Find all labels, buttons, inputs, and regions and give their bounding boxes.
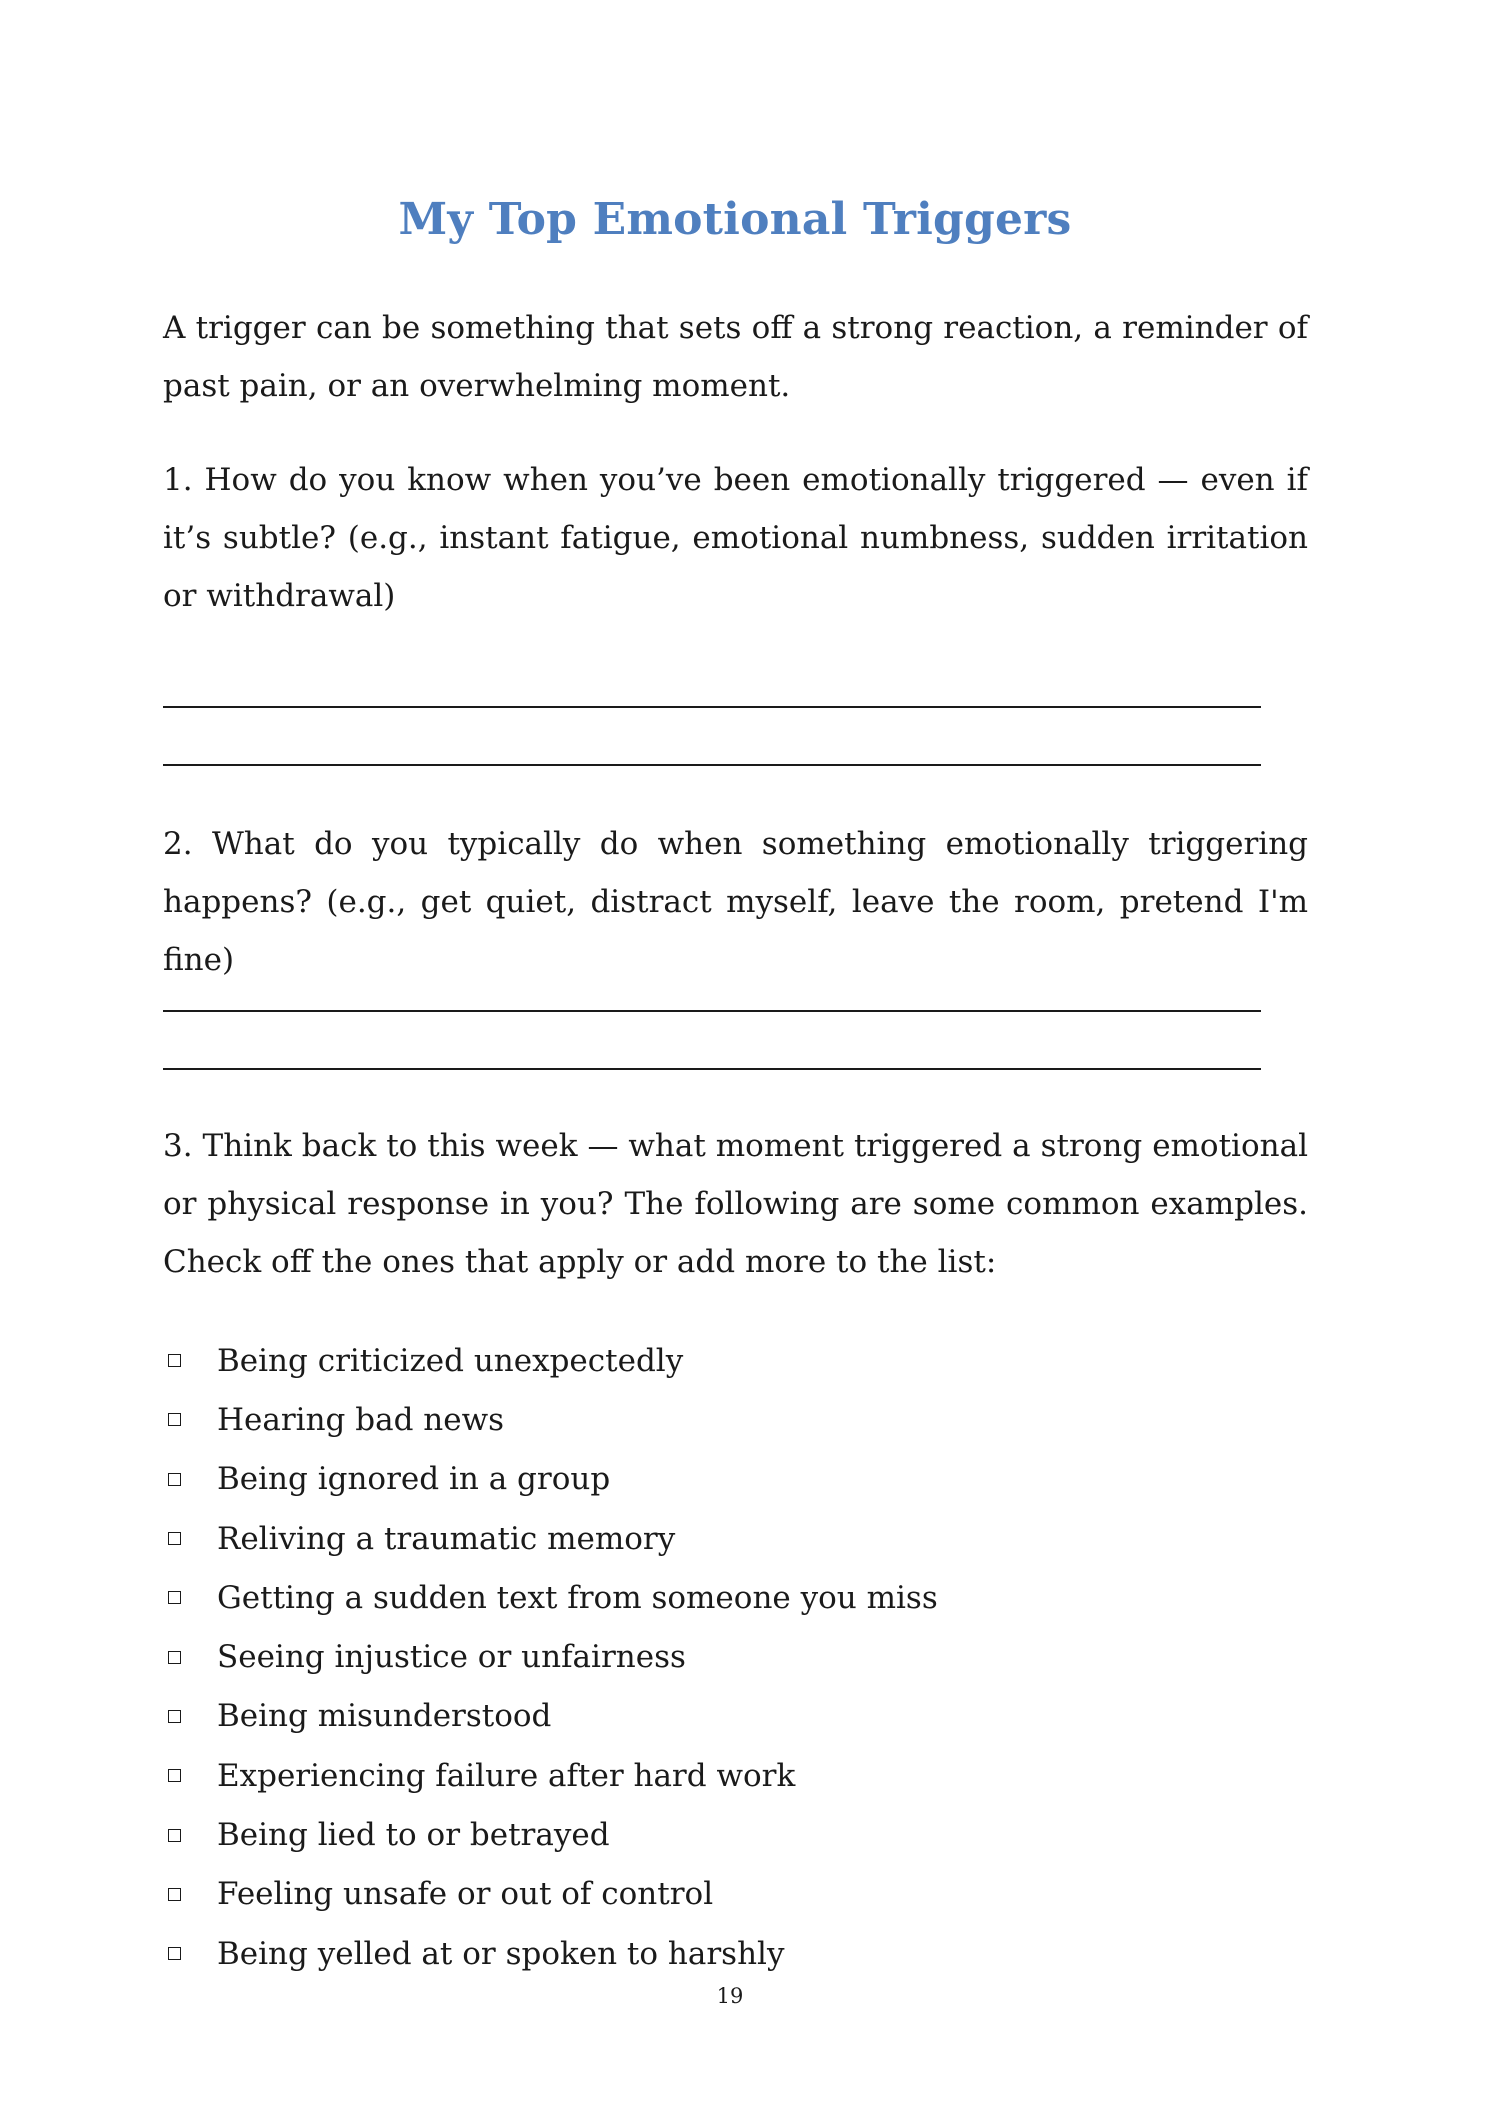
- checklist-item-label: Hearing bad news: [217, 1401, 505, 1438]
- checklist-item[interactable]: [163, 1450, 938, 1509]
- checkbox-icon[interactable]: [168, 1829, 181, 1842]
- answer-line-q1-2[interactable]: [163, 764, 1261, 766]
- checklist-item[interactable]: [163, 1805, 938, 1864]
- answer-line-q2-2[interactable]: [163, 1068, 1261, 1070]
- checklist-item[interactable]: [163, 1627, 938, 1686]
- checklist-item[interactable]: [163, 1924, 938, 1983]
- checkbox-icon[interactable]: [168, 1591, 181, 1604]
- checklist-item-label: Reliving a traumatic memory: [217, 1520, 676, 1557]
- checklist-item-label: Being criticized unexpectedly: [217, 1342, 684, 1379]
- checklist-item[interactable]: [163, 1390, 938, 1449]
- question-2: 2. What do you typically do when something emotionally triggering happens? (e.g., get quiet, distract myself, leave the room, pretend I'm fine): [163, 826, 1308, 978]
- trigger-checklist: [163, 1331, 938, 1983]
- checkbox-icon[interactable]: [168, 1354, 181, 1367]
- checkbox-icon[interactable]: [168, 1473, 181, 1486]
- checkbox-icon[interactable]: [168, 1888, 181, 1901]
- checklist-item[interactable]: [163, 1568, 938, 1627]
- checklist-item-label: Seeing injustice or unfairness: [217, 1639, 686, 1676]
- checkbox-icon[interactable]: [168, 1413, 181, 1426]
- checklist-item-label: Being lied to or betrayed: [217, 1817, 610, 1854]
- checklist-item[interactable]: [163, 1865, 938, 1924]
- checklist-item-label: Being ignored in a group: [217, 1461, 611, 1498]
- checklist-item-label: Experiencing failure after hard work: [217, 1757, 796, 1794]
- question-3: 3. Think back to this week — what moment triggered a strong emotional or physical response in you? The following are some common examples. Check off the ones that apply or add more to the list:: [163, 1128, 1308, 1280]
- checklist-item[interactable]: [163, 1509, 938, 1568]
- checklist-item-label: Being yelled at or spoken to harshly: [217, 1935, 785, 1972]
- checklist-item[interactable]: [163, 1746, 938, 1805]
- checkbox-icon[interactable]: [168, 1947, 181, 1960]
- checklist-item[interactable]: [163, 1687, 938, 1746]
- answer-line-q2-1[interactable]: [163, 1010, 1261, 1012]
- checkbox-icon[interactable]: [168, 1769, 181, 1782]
- checkbox-icon[interactable]: [168, 1651, 181, 1664]
- page-number: 19: [716, 1984, 744, 2008]
- checklist-item[interactable]: [163, 1331, 938, 1390]
- checkbox-icon[interactable]: [168, 1532, 181, 1545]
- intro-paragraph: A trigger can be something that sets off a strong reaction, a reminder of past pain, or an overwhelming moment.: [163, 310, 1308, 404]
- checklist-item-label: Feeling unsafe or out of control: [217, 1876, 714, 1913]
- page-title: My Top Emotional Triggers: [398, 194, 1072, 245]
- question-1: 1. How do you know when you’ve been emotionally triggered — even if it’s subtle? (e.g., instant fatigue, emotional numbness, sudden irritation or withdrawal): [163, 462, 1308, 614]
- checkbox-icon[interactable]: [168, 1710, 181, 1723]
- checklist-item-label: Getting a sudden text from someone you miss: [217, 1579, 938, 1616]
- checklist-item-label: Being misunderstood: [217, 1698, 552, 1735]
- answer-line-q1-1[interactable]: [163, 706, 1261, 708]
